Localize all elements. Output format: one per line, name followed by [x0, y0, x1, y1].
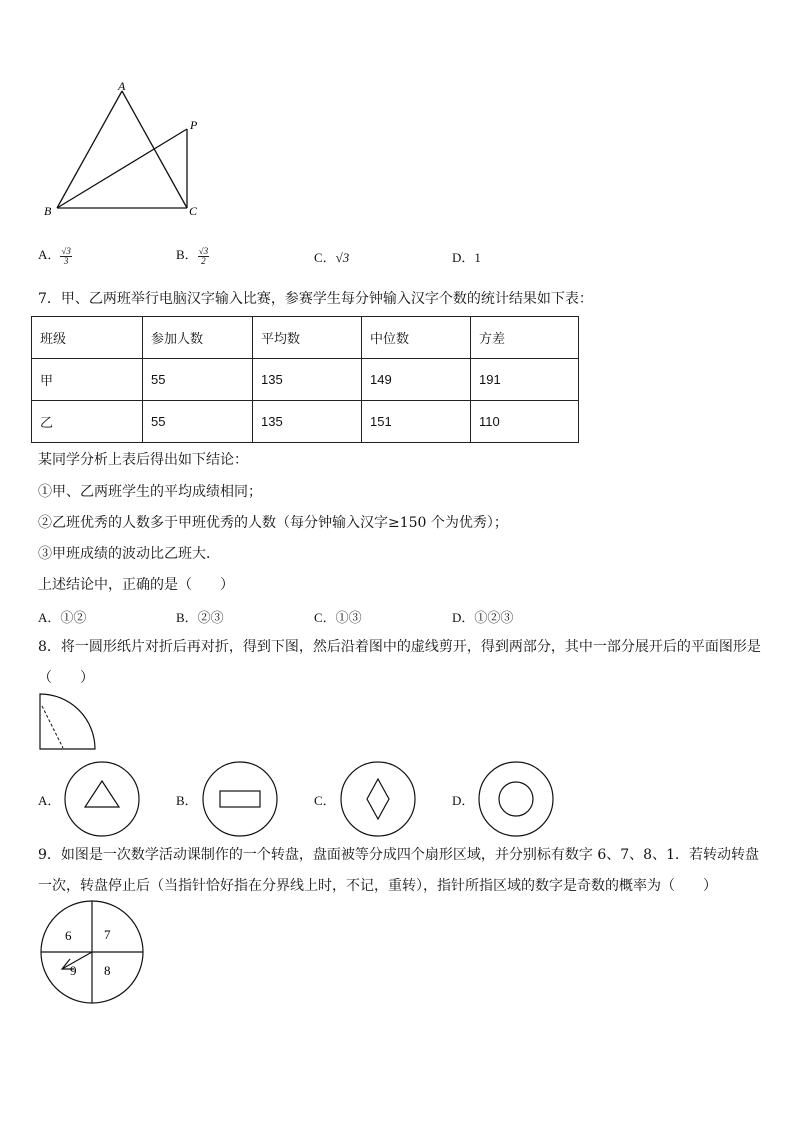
q8-option-c-diamond-figure[interactable]	[338, 759, 418, 839]
table-header-cell: 中位数	[362, 317, 471, 359]
q7-option-c[interactable]: C．①③	[314, 610, 362, 625]
q7-stem: 7．甲、乙两班举行电脑汉字输入比赛，参赛学生每分钟输入汉字个数的统计结果如下表：	[38, 291, 593, 307]
q6-option-b[interactable]	[176, 244, 209, 266]
table-cell: 110	[471, 401, 579, 443]
table-row	[32, 401, 579, 443]
sector-number-9: 9	[70, 963, 77, 978]
table-header-cell: 方差	[471, 317, 579, 359]
table-cell: 149	[362, 359, 471, 401]
segment-ab	[57, 91, 122, 208]
q6-option-b-fraction	[198, 247, 209, 266]
q7-option-b[interactable]: B．②③	[176, 610, 224, 625]
label-b: B	[44, 204, 52, 218]
table-header-cell: 参加人数	[143, 317, 253, 359]
q6-option-a-denominator: 3	[63, 255, 69, 266]
q6-option-a-numerator: √3	[61, 245, 71, 256]
q6-option-c-value: √3	[335, 250, 350, 265]
q6-option-d-value: 1	[474, 250, 481, 265]
q8-option-a-triangle-figure[interactable]	[62, 759, 142, 839]
table-cell: 55	[143, 401, 253, 443]
q7-option-d[interactable]: D．①②③	[452, 610, 514, 625]
rectangle-hole	[220, 791, 260, 807]
q7-intro: 某同学分析上表后得出如下结论：	[38, 452, 248, 468]
circle-hole	[499, 782, 533, 816]
table-cell: 55	[143, 359, 253, 401]
q7-conclusion-3: ③甲班成绩的波动比乙班大．	[38, 546, 220, 562]
q6-option-b-denominator: 2	[201, 255, 206, 266]
q7-stats-table	[31, 316, 579, 443]
q8-option-a-label[interactable]: A．	[38, 793, 61, 808]
q6-option-d[interactable]	[452, 247, 481, 266]
q6-option-b-letter: B．	[176, 247, 198, 262]
circle-outline	[65, 762, 139, 836]
cut-dashed-line	[42, 706, 63, 748]
diamond-hole	[367, 779, 389, 819]
q6-option-a-fraction	[60, 247, 71, 266]
q8-option-b-label[interactable]: B．	[176, 793, 198, 808]
table-cell: 甲	[32, 359, 143, 401]
table-header-cell: 平均数	[253, 317, 362, 359]
table-header-row	[32, 317, 579, 359]
q8-stem: 8．将一圆形纸片对折后再对折，得到下图，然后沿着图中的虚线剪开，得到两部分，其中一部分展开后的平面图形是	[38, 639, 761, 655]
q7-question: 上述结论中，正确的是（ ）	[38, 577, 234, 593]
q9-spinner-figure	[36, 899, 144, 1007]
q8-paren: （ ）	[38, 670, 94, 686]
table-cell: 乙	[32, 401, 143, 443]
q6-option-b-numerator: √3	[198, 245, 209, 256]
q8-folded-paper-figure	[36, 692, 100, 752]
q8-option-c-label[interactable]: C．	[314, 793, 336, 808]
circle-outline	[341, 762, 415, 836]
q6-option-d-letter: D．	[452, 250, 475, 265]
circle-outline	[479, 762, 553, 836]
q7-conclusion-2: ②乙班优秀的人数多于甲班优秀的人数（每分钟输入汉字≥150 个为优秀）；	[38, 515, 508, 531]
label-p: P	[190, 118, 198, 132]
table-cell: 191	[471, 359, 579, 401]
segment-bp	[57, 129, 187, 208]
label-c: C	[189, 204, 198, 218]
q6-option-c-letter: C．	[314, 250, 336, 265]
q6-option-a[interactable]	[38, 244, 72, 266]
sector-number-7: 7	[104, 927, 111, 942]
q8-option-d-label[interactable]: D．	[452, 793, 475, 808]
table-cell: 135	[253, 359, 362, 401]
sector-number-8: 8	[104, 963, 111, 978]
q6-triangle-figure	[38, 76, 208, 221]
q7-conclusion-1: ①甲、乙两班学生的平均成绩相同；	[38, 484, 262, 500]
q6-option-a-letter: A．	[38, 247, 61, 262]
quarter-circle-outline	[40, 694, 95, 749]
q6-option-c[interactable]	[314, 247, 349, 266]
q7-option-a[interactable]: A．①②	[38, 610, 87, 625]
circle-outline	[203, 762, 277, 836]
spinner-pointer-shaft	[62, 952, 92, 969]
q9-stem-line-1: 9．如图是一次数学活动课制作的一个转盘，盘面被等分成四个扇形区域，并分别标有数字 6、7、8、1．若转动转盘	[38, 847, 759, 863]
label-a: A	[118, 79, 126, 93]
table-cell: 135	[253, 401, 362, 443]
q8-option-d-ring-figure[interactable]	[476, 759, 556, 839]
q8-option-b-rectangle-figure[interactable]	[200, 759, 280, 839]
sector-number-6: 6	[65, 928, 72, 943]
table-row	[32, 359, 579, 401]
q9-stem-line-2: 一次，转盘停止后（当指针恰好指在分界线上时，不记，重转），指针所指区域的数字是奇数的概率为（ ）	[38, 878, 717, 894]
triangle-hole	[85, 781, 119, 807]
table-cell: 151	[362, 401, 471, 443]
table-header-cell: 班级	[32, 317, 143, 359]
